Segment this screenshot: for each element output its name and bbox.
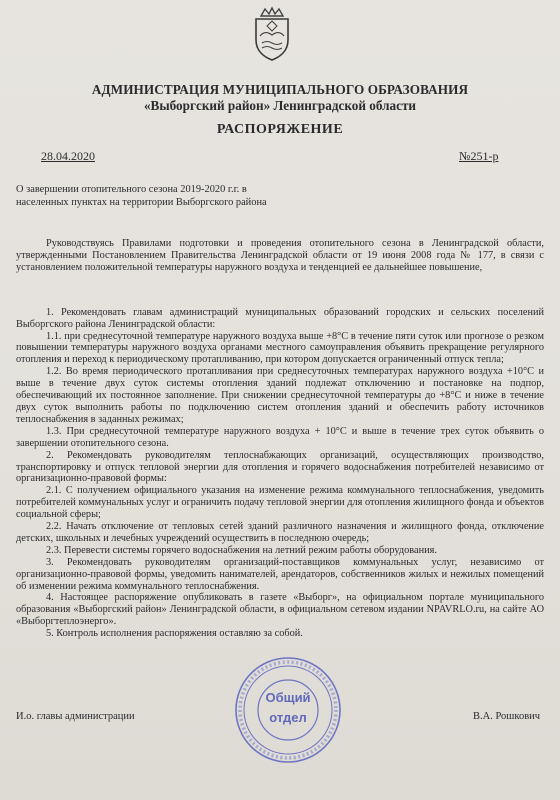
clause-1-2: 1.2. Во время периодического протапливания при среднесуточных температурах наружного воздуха +10°С и выше в течение двух суток системы отопления зданий подлежат отключению и постановке на подпор, обеспечивающий их постоянное заполнение. При снижении среднесуточной температуры до +8°С и ниже в течение двух суток выполнить работы по подключению систем отопления зданий и обеспечить работу источников теплоснабжения в заданных режимах; bbox=[16, 366, 544, 425]
clause-2-3: 2.3. Перевести системы горячего водоснабжения на летний режим работы оборудования. bbox=[46, 544, 437, 556]
document-type: РАСПОРЯЖЕНИЕ bbox=[216, 122, 344, 137]
coat-of-arms-emblem bbox=[250, 6, 294, 62]
stamp-text-line2: отдел bbox=[269, 710, 307, 725]
clause-1: 1. Рекомендовать главам администраций муниципальных образований городских и сельских поселений Выборгского района Ленинградской области: bbox=[16, 306, 544, 330]
authority-title: АДМИНИСТРАЦИЯ МУНИЦИПАЛЬНОГО ОБРАЗОВАНИЯ bbox=[91, 82, 469, 97]
clause-1-1: 1.1. при среднесуточной температуре наружного воздуха выше +8°С в течение пяти суток или прогнозе о резком повышении температуры наружного воздуха органами местного самоуправления объявить прекращение регулярного отопления и переход к периодическому протапливанию, при котором допускается ограниченный отпуск тепла; bbox=[16, 330, 544, 366]
clause-2-1: 2.1. С получением официального указания на изменение режима коммунального теплоснабжения, уведомить потребителей коммунальных услуг и ограничить подачу тепловой энергии для отопления жилищного фонда и объектов социальной сферы; bbox=[16, 485, 544, 521]
authority-region: «Выборгский район» Ленинградской области bbox=[143, 98, 417, 113]
clause-2-2: 2.2. Начать отключение от тепловых сетей зданий различного назначения и жилищного фонда, отключение детских, школьных и лечебных учреждений осуществить в последнюю очередь; bbox=[16, 521, 544, 544]
clause-3: 3. Рекомендовать руководителям организаций-поставщиков коммунальных услуг, независимо от организационно-правовой формы, уведомить нанимателей, арендаторов, собственников жилых и нежилых помещений об изменении режима коммунального теплоснабжения. bbox=[16, 556, 544, 592]
signatory-name: В.А. Рошкович bbox=[473, 711, 541, 722]
signatory-position: И.о. главы администрации bbox=[16, 711, 135, 722]
document-date: 28.04.2020 bbox=[41, 149, 95, 163]
clause-2: 2. Рекомендовать руководителям теплоснабжающих организаций, осуществляющих производство, транспортировку и отпуск тепловой энергии для отопления и горячего водоснабжения потребителей независимо от организационно-правовой формы: bbox=[16, 449, 544, 485]
official-stamp bbox=[233, 655, 343, 765]
document-number: №251-р bbox=[459, 149, 499, 163]
clause-5: 5. Контроль исполнения распоряжения оставляю за собой. bbox=[46, 628, 303, 640]
stamp-text-line1: Общий bbox=[265, 690, 311, 705]
clause-4: 4. Настоящее распоряжение опубликовать в газете «Выборг», на официальном портале муниципального образования «Выборгский район» Ленинградской области, в официальном сетевом издании NPAVRLO.ru, на сайте АО «Выборгтеплоэнерго». bbox=[16, 592, 544, 628]
document-subject: О завершении отопительного сезона 2019-2020 г.г. в населенных пунктах на территории Выборгского района bbox=[16, 184, 267, 208]
document-body bbox=[16, 238, 544, 640]
preamble-paragraph: Руководствуясь Правилами подготовки и проведения отопительного сезона в Ленинградской области, утвержденными Постановлением Правительства Ленинградской области от 19 июня 2008 года № 177, в связи с установлением положительной температуры наружного воздуха и тенденцией ее дальнейшее повышение, bbox=[16, 238, 544, 273]
clause-1-3: 1.3. При среднесуточной температуре наружного воздуха + 10°С и выше в течение трех суток объявить о завершении отопительного сезона. bbox=[16, 425, 544, 449]
